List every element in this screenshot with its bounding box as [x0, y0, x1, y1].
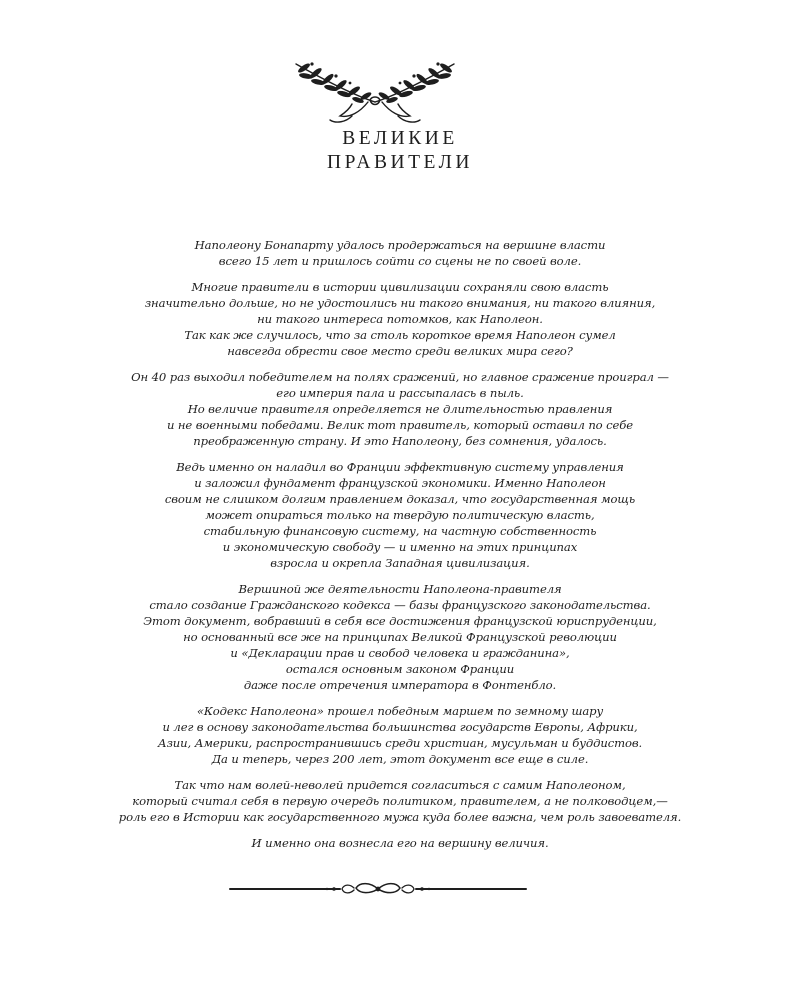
text-line: значительно дольше, но не удостоились ни такого внимания, ни такого влияния, — [144, 296, 656, 310]
text-line: и заложил фундамент французской экономики. Именно Наполеон — [194, 476, 606, 490]
text-line: преображенную страну. И это Наполеону, без сомнения, удалось. — [193, 434, 607, 448]
text-line: Этот документ, вобравший в себя все достижения французской юриспруденции, — [143, 614, 657, 628]
text-line: Ведь именно он наладил во Франции эффективную систему управления — [176, 460, 624, 474]
paragraph — [80, 459, 720, 571]
paragraph — [80, 703, 720, 767]
text-line: Азии, Америки, распространившись среди христиан, мусульман и буддистов. — [157, 736, 643, 750]
text-line: роль его в Истории как государственного мужа куда более важна, чем роль завоевателя. — [118, 810, 682, 824]
text-line: остался основным законом Франции — [285, 662, 515, 676]
text-line: но основанный все же на принципах Великой Французской революции — [183, 630, 617, 644]
paragraph — [80, 777, 720, 825]
text-line: стабильную финансовую систему, на частную собственность — [203, 524, 597, 538]
text-line: Он 40 раз выходил победителем на полях сражений, но главное сражение проиграл — — [131, 370, 669, 384]
text-line: даже после отречения императора в Фонтенбло. — [243, 678, 557, 692]
text-line: может опираться только на твердую политическую власть, — [205, 508, 595, 522]
text-line: «Кодекс Наполеона» прошел победным маршем по земному шару — [196, 704, 604, 718]
title-line-1: ВЕЛИКИЕ — [342, 128, 458, 149]
text-line: и «Декларации прав и свобод человека и гражданина», — [230, 646, 570, 660]
text-line: навсегда обрести свое место среди великих мира сего? — [227, 344, 573, 358]
paragraph — [80, 279, 720, 359]
text-line: взросла и окрепла Западная цивилизация. — [270, 556, 530, 570]
text-line: его империя пала и рассыпалась в пыль. — [276, 386, 524, 400]
text-line: своим не слишком долгим правлением доказал, что государственная мощь — [164, 492, 636, 506]
text-line: Так как же случилось, что за столь короткое время Наполеон сумел — [184, 328, 616, 342]
paragraph — [80, 581, 720, 693]
paragraph — [80, 835, 720, 851]
page-title — [200, 127, 600, 175]
text-line: Наполеону Бонапарту удалось продержаться на вершине власти — [194, 238, 606, 252]
paragraph — [80, 369, 720, 449]
text-line: стало создание Гражданского кодекса — базы французского законодательства. — [149, 598, 651, 612]
text-line: Многие правители в истории цивилизации сохраняли свою власть — [191, 280, 609, 294]
body-text — [80, 237, 720, 861]
title-line-2: ПРАВИТЕЛИ — [327, 152, 473, 173]
text-line: Да и теперь, через 200 лет, этот документ все еще в силе. — [211, 752, 589, 766]
flourish-divider-icon — [228, 880, 528, 898]
text-line: ни такого интереса потомков, как Наполеон. — [257, 312, 543, 326]
text-line: и лег в основу законодательства большинства государств Европы, Африки, — [162, 720, 638, 734]
laurel-wreath-icon — [290, 56, 460, 126]
text-line: который считал себя в первую очередь политиком, правителем, а не полководцем,— — [132, 794, 668, 808]
text-line: и экономическую свободу — и именно на этих принципах — [222, 540, 578, 554]
text-line: И именно она вознесла его на вершину величия. — [251, 836, 549, 850]
text-line: и не военными победами. Велик тот правитель, который оставил по себе — [166, 418, 634, 432]
text-line: Так что нам волей-неволей придется согласиться с самим Наполеоном, — [174, 778, 626, 792]
text-line: Но величие правителя определяется не длительностью правления — [187, 402, 613, 416]
text-line: Вершиной же деятельности Наполеона-правителя — [238, 582, 562, 596]
text-line: всего 15 лет и пришлось сойти со сцены не по своей воле. — [218, 254, 582, 268]
paragraph — [80, 237, 720, 269]
